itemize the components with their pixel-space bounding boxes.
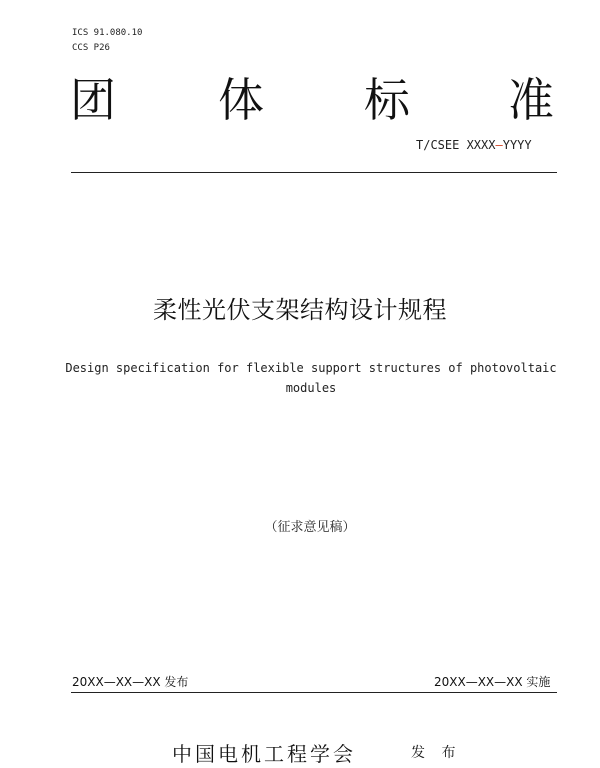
top-divider (71, 172, 557, 173)
implement-date: 20XX—XX—XX 实施 (434, 675, 551, 689)
standard-number-prefix: T/CSEE XXXX (416, 138, 496, 152)
bottom-divider (71, 692, 557, 693)
chinese-title: 柔性光伏支架结构设计规程 (153, 296, 447, 324)
standard-type-char-1: 团 (70, 73, 116, 127)
standard-type-char-2: 体 (218, 73, 264, 127)
publisher-name: 中国电机工程学会 (172, 742, 356, 766)
publish-label: 发 布 (411, 745, 462, 761)
standard-number (416, 138, 532, 152)
standard-type-char-3: 标 (364, 73, 410, 127)
publish-date: 20XX—XX—XX 发布 (72, 675, 189, 689)
draft-note: （征求意见稿） (264, 520, 356, 535)
standard-type-char-4: 准 (508, 73, 554, 127)
ics-code: ICS 91.080.10 (72, 28, 143, 38)
standard-number-year: YYYY (502, 138, 532, 152)
standard-number-dash: — (495, 138, 503, 152)
english-title: Design specification for flexible support structures of photovoltaic modules (65, 361, 557, 395)
ccs-code: CCS P26 (72, 43, 110, 53)
